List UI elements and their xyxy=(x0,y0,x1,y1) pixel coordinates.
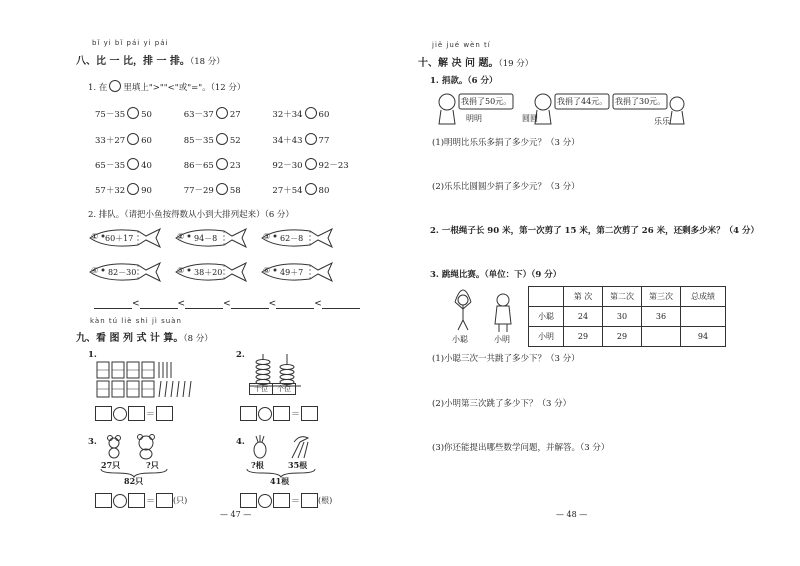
compare-right: 60 xyxy=(318,110,330,120)
answer-circle[interactable] xyxy=(305,133,317,145)
q8-1-text: 里填上">""<"或"="。（12 分） xyxy=(123,83,246,93)
compare-item xyxy=(95,158,181,171)
fish xyxy=(174,262,248,282)
fish xyxy=(174,228,248,248)
answer-circle[interactable] xyxy=(127,107,139,119)
compare-right: 50 xyxy=(141,110,152,120)
p9-3-total: 82只 xyxy=(124,476,144,486)
q8-1-instruction xyxy=(88,80,245,93)
fish xyxy=(88,228,162,248)
table-cell: 94 xyxy=(681,327,726,347)
compare-left: 86－65 xyxy=(183,161,214,171)
p9-4-equation xyxy=(240,493,332,508)
abacus-labels xyxy=(249,383,296,395)
q10-1: 1. 捐款。（6 分） xyxy=(430,76,498,86)
ones-label: 个位 xyxy=(277,385,291,393)
bubble-mingming: 我捐了50元。 xyxy=(461,97,512,106)
answer-circle[interactable] xyxy=(127,133,139,145)
name-mingming: 明明 xyxy=(466,114,482,123)
fish-equation: 94－8 xyxy=(194,234,218,243)
sec8-title-text: 八、比 一 比，排 一 排。 xyxy=(76,56,190,67)
p9-3-label: 3. xyxy=(88,437,97,447)
ordering-blanks xyxy=(94,296,360,309)
order-blank[interactable] xyxy=(185,296,223,309)
p9-4-right-count: 35根 xyxy=(288,460,308,470)
q10-2: 2. 一根绳子长 90 米，第一次剪了 15 米，第二次剪了 26 米，还剩多少米？（4 分） xyxy=(430,226,759,236)
q10-3-1: (1)小聪三次一共跳了多少下？（3 分） xyxy=(432,354,580,364)
sec9-pinyin: kàn tú liè shì jì suàn xyxy=(90,317,182,325)
order-blank[interactable] xyxy=(140,296,178,309)
answer-box[interactable] xyxy=(301,406,318,421)
vegetables-icon xyxy=(250,434,314,460)
compare-item xyxy=(272,107,329,120)
answer-box[interactable] xyxy=(95,406,112,421)
answer-box[interactable] xyxy=(301,493,318,508)
operator-circle[interactable] xyxy=(113,494,127,508)
answer-circle[interactable] xyxy=(305,158,317,170)
compare-item xyxy=(272,133,329,146)
table-cell: 29 xyxy=(564,327,603,347)
fish-number: ③ xyxy=(263,232,271,241)
fish-equation: 38＋20 xyxy=(194,268,223,277)
q10-3: 3. 跳绳比赛。（单位：下）（9 分） xyxy=(430,270,562,280)
p9-1-equation xyxy=(95,406,173,421)
p9-4-left-count: ?根 xyxy=(251,460,264,470)
fish xyxy=(260,262,334,282)
table-cell: 小明 xyxy=(529,327,564,347)
unit-label: (根) xyxy=(318,496,333,505)
table-cell: 小聪 xyxy=(529,307,564,327)
compare-left: 34＋43 xyxy=(272,136,303,146)
fish-equation: 82－30 xyxy=(108,268,137,277)
table-row xyxy=(529,327,726,347)
p9-2-equation xyxy=(240,406,318,421)
q8-2-instruction: 2. 排队。（请把小鱼按得数从小到大排列起来）（6 分） xyxy=(88,210,294,220)
p9-3-right-count: ?只 xyxy=(146,460,159,470)
compare-right: 80 xyxy=(318,186,330,196)
fish-equation: 62－8 xyxy=(280,234,304,243)
compare-item xyxy=(184,183,270,196)
equals-sign: ＝ xyxy=(291,497,301,507)
compare-row xyxy=(95,158,349,171)
compare-right: 23 xyxy=(229,161,241,171)
table-header: 第二次 xyxy=(603,287,642,307)
answer-circle[interactable] xyxy=(216,133,228,145)
compare-item xyxy=(184,158,270,171)
order-blank[interactable] xyxy=(94,296,132,309)
compare-left: 75－35 xyxy=(95,110,126,120)
compare-item xyxy=(95,107,181,120)
less-than: < xyxy=(132,299,140,309)
q10-1-1: (1)明明比乐乐多捐了多少元？（3 分） xyxy=(432,138,580,148)
stick-bundles-icon xyxy=(95,360,205,400)
table-cell[interactable] xyxy=(642,327,681,347)
answer-box[interactable] xyxy=(273,493,290,508)
operator-circle[interactable] xyxy=(113,407,127,421)
table-header: 第 次 xyxy=(564,287,603,307)
sec10-pinyin: jiě jué wèn tí xyxy=(432,41,491,49)
answer-circle[interactable] xyxy=(216,183,228,195)
compare-right: 52 xyxy=(229,136,241,146)
answer-circle[interactable] xyxy=(305,107,317,119)
table-header xyxy=(529,287,564,307)
compare-left: 77－29 xyxy=(183,186,214,196)
fish-equation: 49＋7 xyxy=(280,268,304,277)
p9-4-label: 4. xyxy=(236,437,245,447)
answer-circle[interactable] xyxy=(305,183,317,195)
compare-item xyxy=(184,133,270,146)
compare-left: 32＋34 xyxy=(272,110,303,120)
less-than: < xyxy=(314,299,322,309)
answer-box[interactable] xyxy=(156,493,173,508)
q8-1-label: 1. 在 xyxy=(88,83,108,93)
jump-rope-kids-icon xyxy=(447,284,519,334)
compare-left: 33＋27 xyxy=(95,136,126,146)
table-cell: 24 xyxy=(564,307,603,327)
compare-right: 27 xyxy=(229,110,241,120)
q10-3-3: (3)你还能提出哪些数学问题，并解答。（3 分） xyxy=(432,443,610,453)
name-yuanyuan: 圆圆 xyxy=(522,114,538,123)
bubble-yuanyuan: 我捐了44元。 xyxy=(557,97,608,106)
operator-circle[interactable] xyxy=(258,407,272,421)
kid-xiaoming: 小明 xyxy=(494,335,510,344)
table-row xyxy=(529,307,726,327)
unit-label: (只) xyxy=(173,496,188,505)
compare-item xyxy=(184,107,270,120)
compare-item xyxy=(95,133,181,146)
answer-box[interactable] xyxy=(273,406,290,421)
answer-box[interactable] xyxy=(240,406,257,421)
compare-left: 92－30 xyxy=(272,161,303,171)
page-number-right: — 48 — xyxy=(556,510,588,519)
answer-circle[interactable] xyxy=(127,183,139,195)
compare-circle-icon xyxy=(109,80,121,92)
p9-3-equation xyxy=(95,493,187,508)
compare-left: 85－35 xyxy=(183,136,214,146)
page-number-left: — 47 — xyxy=(220,510,252,519)
kid-xiaocong: 小聪 xyxy=(452,335,468,344)
compare-row xyxy=(95,107,329,120)
fish-number: ④ xyxy=(91,266,99,275)
compare-right: 77 xyxy=(318,136,330,146)
less-than: < xyxy=(177,299,186,309)
answer-circle[interactable] xyxy=(216,107,228,119)
order-blank[interactable] xyxy=(276,296,314,309)
answer-circle[interactable] xyxy=(216,158,228,170)
compare-right: 90 xyxy=(141,186,152,196)
p9-3-left-count: 27只 xyxy=(101,460,121,470)
table-cell: 36 xyxy=(642,307,681,327)
fish xyxy=(88,262,162,282)
sec10-title xyxy=(418,54,533,69)
mouse-bear-icon xyxy=(104,434,164,460)
compare-item xyxy=(272,183,329,196)
fish-equation: 60＋17 xyxy=(105,234,134,243)
sec8-points: （18 分） xyxy=(189,57,225,67)
table-header-row xyxy=(529,287,726,307)
table-header: 总成绩 xyxy=(681,287,726,307)
sec10-points: （19 分） xyxy=(498,59,534,69)
answer-box[interactable] xyxy=(156,406,173,421)
q10-1-2: (2)乐乐比圆圆少捐了多少元？（3 分） xyxy=(432,182,580,192)
sec8-title xyxy=(76,52,225,67)
equals-sign: ＝ xyxy=(146,410,156,420)
compare-left: 65－35 xyxy=(95,161,126,171)
name-lele: 乐乐 xyxy=(654,117,670,126)
p9-4-total: 41根 xyxy=(270,476,290,486)
compare-right: 58 xyxy=(229,186,241,196)
less-than: < xyxy=(268,299,277,309)
equals-sign: ＝ xyxy=(146,497,156,507)
fish-number: ⑥ xyxy=(263,266,271,275)
sec9-points: （8 分） xyxy=(183,334,213,344)
fish-number: ⑤ xyxy=(177,266,185,275)
compare-right: 92－23 xyxy=(318,161,349,171)
less-than: < xyxy=(223,299,231,309)
compare-left: 57＋32 xyxy=(95,186,126,196)
fish-number: ② xyxy=(177,232,185,241)
p9-1-label: 1. xyxy=(88,350,97,360)
sec9-title xyxy=(76,329,213,344)
compare-row xyxy=(95,133,329,146)
sec10-title-text: 十、解 决 问 题。 xyxy=(418,58,499,69)
answer-box[interactable] xyxy=(128,406,145,421)
equals-sign: ＝ xyxy=(291,410,301,420)
bubble-lele: 我捐了30元。 xyxy=(615,97,666,106)
compare-row xyxy=(95,183,329,196)
compare-left: 63－37 xyxy=(183,110,214,120)
p9-2-label: 2. xyxy=(236,350,245,360)
score-table xyxy=(528,286,726,347)
compare-left: 27＋54 xyxy=(272,186,303,196)
compare-right: 60 xyxy=(141,136,152,146)
table-cell[interactable] xyxy=(681,307,726,327)
fish xyxy=(260,228,334,248)
answer-circle[interactable] xyxy=(127,158,139,170)
q10-3-2: (2)小明第三次跳了多少下？（3 分） xyxy=(432,399,572,409)
table-header: 第三次 xyxy=(642,287,681,307)
table-cell: 29 xyxy=(603,327,642,347)
compare-right: 40 xyxy=(141,161,152,171)
answer-box[interactable] xyxy=(240,493,257,508)
order-blank[interactable] xyxy=(231,296,269,309)
sec8-pinyin: bǐ yi bǐ pái yi pái xyxy=(92,39,169,47)
order-blank[interactable] xyxy=(322,296,360,309)
answer-box[interactable] xyxy=(128,493,145,508)
fish-number: ① xyxy=(91,232,99,241)
answer-box[interactable] xyxy=(95,493,112,508)
fish-row xyxy=(88,228,334,282)
sec9-title-text: 九、看 图 列 式 计 算。 xyxy=(76,333,184,344)
operator-circle[interactable] xyxy=(258,494,272,508)
compare-item xyxy=(95,183,181,196)
tens-label: 十位 xyxy=(250,384,273,394)
table-cell: 30 xyxy=(603,307,642,327)
compare-item xyxy=(272,158,348,171)
